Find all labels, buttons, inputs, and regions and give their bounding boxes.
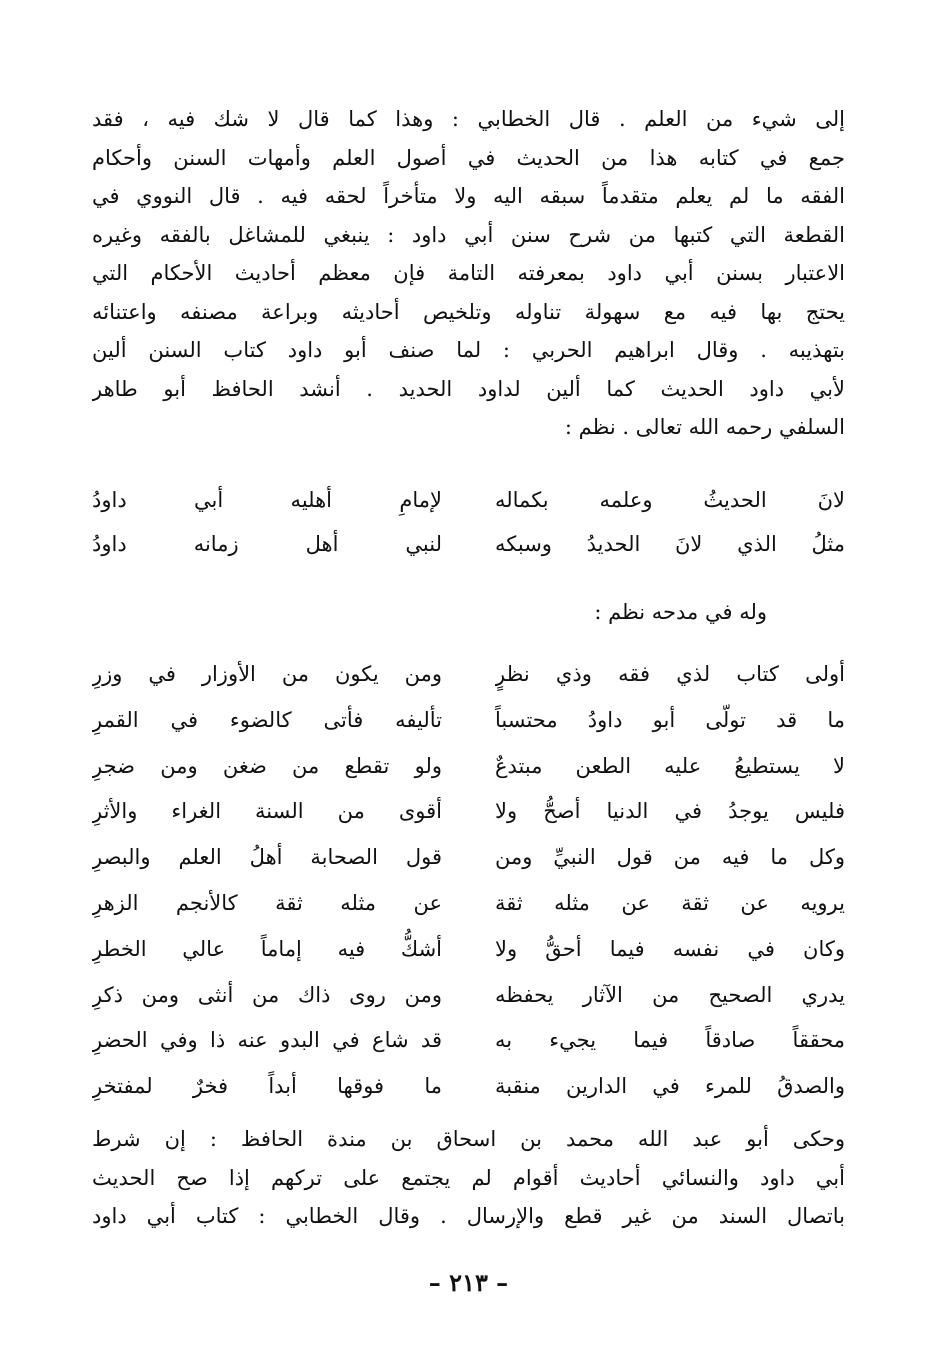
verse-second-hemistich: قول الصحابة أهلُ العلم والبصرِ <box>92 845 442 870</box>
verse-first-hemistich: لا يستطيعُ عليه الطعن مبتدعٌ <box>495 753 845 778</box>
verse-second-hemistich: ما فوقها أبداً فخرٌ لمفتخرِ <box>92 1074 442 1099</box>
verse-second-hemistich: ومن روى ذاك من أنثى ومن ذكرِ <box>92 982 442 1007</box>
verse-first-hemistich: محققاً صادقاً فيما يجيء به <box>495 1028 845 1053</box>
verse-row <box>92 522 845 566</box>
verse-first-hemistich: ما قد تولّى أبو داودُ محتسباً <box>495 707 845 732</box>
verse-second-hemistich: قد شاع في البدو عنه ذا وفي الحضرِ <box>92 1028 442 1053</box>
verse-row <box>92 973 845 1019</box>
verse-row <box>92 1064 845 1110</box>
text-line: القطعة التي كتبها من شرح سنن أبي داود : ينبغي للمشاغل بالفقه وغيره <box>92 222 845 247</box>
text-line: إلى شيء من العلم . قال الخطابي : وهذا كما قال لا شك فيه ، فقد <box>92 107 845 131</box>
text-line: جمع في كتابه هذا من الحديث في أصول العلم وأمهات السنن وأحكام <box>92 145 845 170</box>
final-paragraph <box>92 1120 845 1236</box>
text-line: الفقه ما لم يعلم متقدماً سبقه اليه ولا متأخراً لحقه فيه . قال النووي في <box>92 184 845 208</box>
verse-first-hemistich: يرويه عن ثقة عن مثله ثقة <box>495 890 845 915</box>
verse-first-hemistich: أولى كتاب لذي فقه وذي نظرٍ <box>495 662 845 686</box>
verse-second-hemistich: عن مثله ثقة كالأنجم الزهرِ <box>92 890 442 915</box>
text-line: يحتج بها فيه مع سهولة تناوله وتلخيص أحاديثه وبراعة مصنفه واعتنائه <box>92 299 845 324</box>
verse-row <box>92 881 845 927</box>
verse-row <box>92 744 845 790</box>
verse-first-hemistich: مثلُ الذي لانَ الحديدُ وسبكه <box>495 532 845 556</box>
text-line: باتصال السند من غير قطع والإرسال . وقال الخطابي : كتاب أبي داود <box>92 1204 845 1228</box>
verse-row <box>92 1018 845 1064</box>
verse-first-hemistich: وكل ما فيه من قول النبيِّ ومن <box>495 845 845 870</box>
text-line: وحكى أبو عبد الله محمد بن اسحاق بن مندة الحافظ : إن شرط <box>92 1127 845 1151</box>
text-line: الاعتبار بسنن أبي داود بمعرفته التامة فإن معظم أحاديث الأحكام التي <box>92 261 845 285</box>
text-line: لأبي داود الحديث كما ألين لداود الحديد . أنشد الحافظ أبو طاهر <box>92 376 845 401</box>
verse-second-hemistich: ومن يكون من الأوزار في وزرِ <box>92 662 442 686</box>
poem-one <box>92 478 845 566</box>
verse-second-hemistich: لإمامِ أهليه أبي داودُ <box>92 488 442 512</box>
verse-row <box>92 789 845 835</box>
verse-second-hemistich: أقوى من السنة الغراء والأثرِ <box>92 799 442 824</box>
text-line: بتهذيبه . وقال ابراهيم الحربي : لما صنف أبو داود كتاب السنن ألين <box>92 338 845 362</box>
verse-row <box>92 835 845 881</box>
verse-second-hemistich: تأليفه فأتى كالضوء في القمرِ <box>92 707 442 732</box>
verse-row <box>92 927 845 973</box>
verse-row <box>92 652 845 698</box>
verse-first-hemistich: يدري الصحيح من الآثار يحفظه <box>495 982 845 1007</box>
verse-second-hemistich: أشكُّ فيه إماماً عالي الخطرِ <box>92 936 442 961</box>
verse-row <box>92 478 845 522</box>
poem-two-intro: وله في مدحه نظم : <box>594 600 767 624</box>
verse-second-hemistich: لنبي أهل زمانه داودُ <box>92 532 442 556</box>
verse-first-hemistich: والصدقُ للمرء في الدارين منقبة <box>495 1074 845 1099</box>
verse-second-hemistich: ولو تقطع من ضغن ومن ضجرِ <box>92 753 442 778</box>
verse-first-hemistich: وكان في نفسه فيما أحقُّ ولا <box>495 936 845 961</box>
intro-paragraph <box>92 100 845 447</box>
page-number: – ٢١٣ – <box>428 1268 509 1297</box>
verse-first-hemistich: فليس يوجدُ في الدنيا أصحُّ ولا <box>495 799 845 824</box>
text-line: أبي داود والنسائي أحاديث أقوام لم يجتمع على تركهم إذا صح الحديث <box>92 1165 845 1190</box>
text-line: السلفي رحمه الله تعالى . نظم : <box>564 415 845 439</box>
poem-two <box>92 652 845 1110</box>
verse-first-hemistich: لانَ الحديثُ وعلمه بكماله <box>495 488 845 512</box>
verse-row <box>92 698 845 744</box>
